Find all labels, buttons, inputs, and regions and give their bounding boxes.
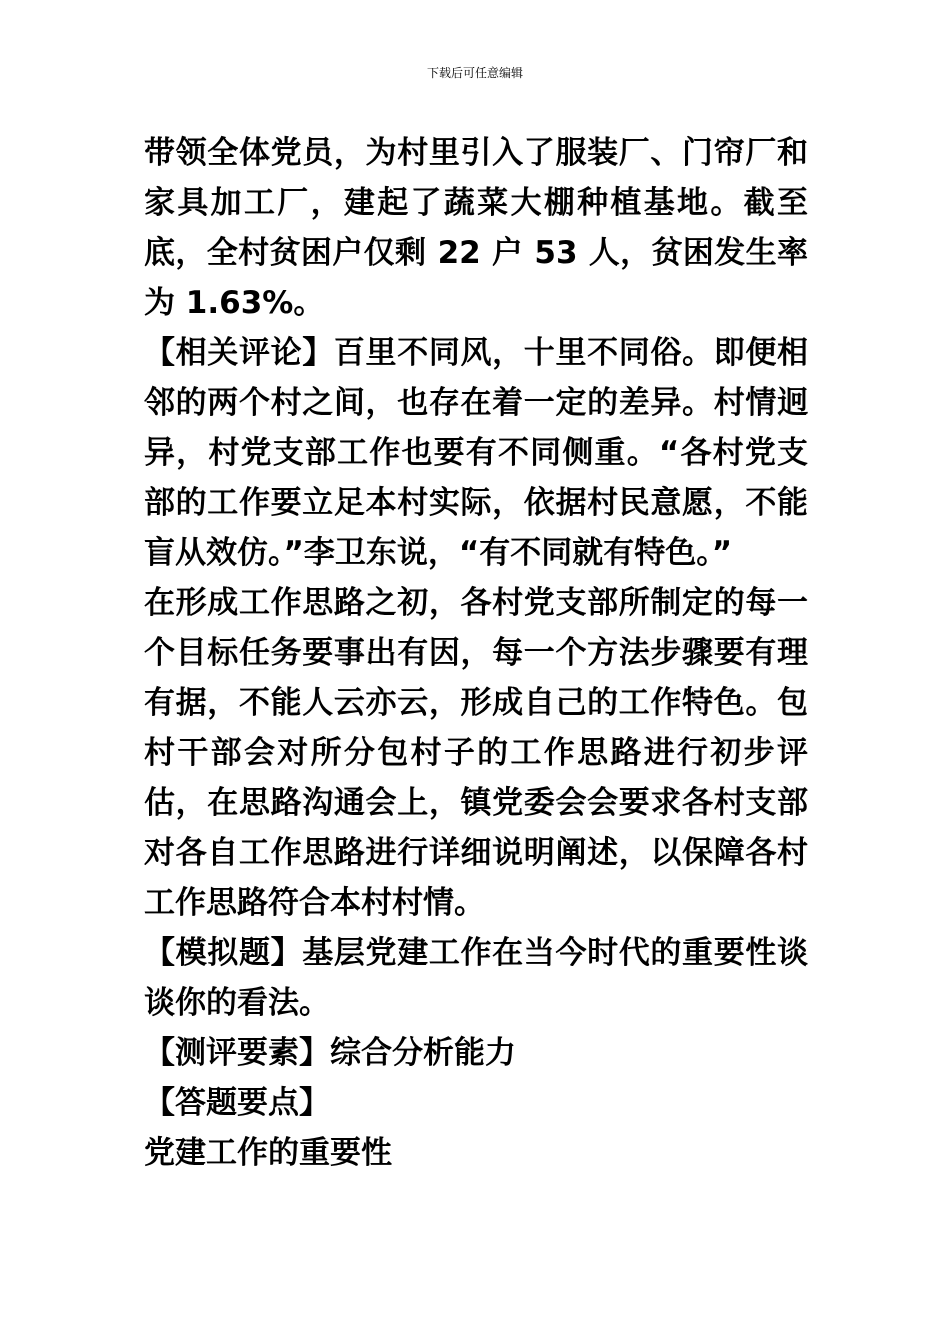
paragraph-work-ideas: 在形成工作思路之初，各村党支部所制定的每一个目标任务要事出有因，每一个方法步骤要有理有据，不能人云亦云，形成自己的工作特色。包村干部会对所分包村子的工作思路进行初步评估，在思路沟通会上，镇党委会会要求各村支部对各自工作思路进行详细说明阐述，以保障各村工作思路符合本村村情。 (144, 585, 808, 921)
paragraph-evaluation-element: 【测评要素】综合分析能力 (144, 1035, 516, 1071)
paragraph-answer-points: 【答题要点】 (144, 1085, 330, 1121)
paragraph-mock-question: 【模拟题】基层党建工作在当今时代的重要性谈谈你的看法。 (144, 935, 808, 1021)
document-body (144, 128, 808, 1178)
paragraph-poverty-stats: 带领全体党员，为村里引入了服装厂、门帘厂和家具加工厂，建起了蔬菜大棚种植基地。截至 底，全村贫困户仅剩 22 户 53 人，贫困发生率为 1.63%。 (144, 135, 808, 321)
paragraph-importance-heading: 党建工作的重要性 (144, 1135, 392, 1171)
paragraph-related-comment: 【相关评论】百里不同风，十里不同俗。即便相邻的两个村之间，也存在着一定的差异。村情迥异，村党支部工作也要有不同侧重。“各村党支部的工作要立足本村实际，依据村民意愿，不能盲从效仿。”李卫东说，“有不同就有特色。” (144, 335, 808, 571)
page-header: 下载后可任意编辑 (426, 66, 523, 80)
